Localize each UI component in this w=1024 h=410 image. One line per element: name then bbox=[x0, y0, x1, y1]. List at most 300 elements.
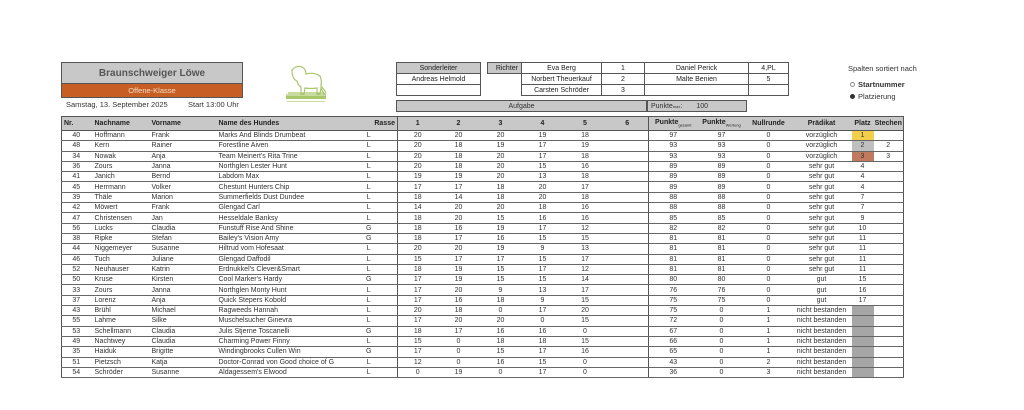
cell-aufgabe-1: 20 bbox=[398, 306, 438, 316]
sort-title: Spalten sortiert nach bbox=[848, 64, 917, 73]
cell-nachname: Brühl bbox=[91, 306, 148, 316]
cell-aufgabe-5: 17 bbox=[564, 254, 607, 264]
cell-aufgabe-6 bbox=[607, 285, 649, 295]
cell-stechen bbox=[874, 336, 904, 346]
cell-punkte-gesamt: 80 bbox=[649, 275, 698, 285]
cell-rasse: L bbox=[341, 203, 398, 213]
table-row bbox=[62, 172, 904, 182]
cell-aufgabe-4: 15 bbox=[522, 275, 564, 285]
cell-praedikat: sehr gut bbox=[792, 161, 852, 171]
cell-punkte-gesamt: 65 bbox=[649, 347, 698, 357]
cell-punkte-gesamt: 88 bbox=[649, 203, 698, 213]
cell-punkte-wertung: 0 bbox=[698, 357, 746, 367]
cell-praedikat: sehr gut bbox=[792, 203, 852, 213]
cell-nr: 46 bbox=[62, 254, 91, 264]
cell-aufgabe-5: 0 bbox=[564, 326, 607, 336]
cell-hund: Charming Power Finny bbox=[215, 336, 341, 346]
cell-punkte-wertung: 81 bbox=[698, 233, 746, 243]
cell-aufgabe-6 bbox=[607, 141, 649, 151]
cell-aufgabe-1: 20 bbox=[398, 131, 438, 141]
cell-aufgabe-4: 17 bbox=[522, 264, 564, 274]
cell-praedikat: nicht bestanden bbox=[792, 306, 852, 316]
cell-hund: Forestline Aiven bbox=[215, 141, 341, 151]
cell-punkte-gesamt: 81 bbox=[649, 254, 698, 264]
cell-hund: Aldagessem's Elwood bbox=[215, 367, 341, 377]
judge-number: 5 bbox=[749, 74, 789, 85]
cell-nullrunde: 1 bbox=[746, 316, 792, 326]
cell-aufgabe-5: 16 bbox=[564, 347, 607, 357]
cell-stechen bbox=[874, 244, 904, 254]
cell-hund: Labdom Max bbox=[215, 172, 341, 182]
cell-aufgabe-1: 14 bbox=[398, 203, 438, 213]
judge-number: 4,PL bbox=[749, 63, 789, 74]
cell-aufgabe-5: 15 bbox=[564, 316, 607, 326]
table-row bbox=[62, 264, 904, 274]
cell-aufgabe-1: 18 bbox=[398, 326, 438, 336]
col-punkte-gesamt: Punkte$_{gesamt}$ bbox=[649, 117, 698, 131]
table-row bbox=[62, 336, 904, 346]
cell-aufgabe-6 bbox=[607, 347, 649, 357]
richter-label: Richter bbox=[488, 63, 522, 74]
cell-punkte-wertung: 97 bbox=[698, 131, 746, 141]
cell-aufgabe-2: 17 bbox=[438, 326, 480, 336]
cell-nr: 35 bbox=[62, 347, 91, 357]
cell-rasse: G bbox=[341, 275, 398, 285]
cell-aufgabe-5: 18 bbox=[564, 131, 607, 141]
cell-platz: 7 bbox=[852, 192, 874, 202]
workingtest-lion-logo bbox=[278, 62, 334, 106]
cell-aufgabe-1: 20 bbox=[398, 151, 438, 161]
cell-praedikat: sehr gut bbox=[792, 192, 852, 202]
punkte-max bbox=[647, 100, 747, 112]
cell-aufgabe-1: 18 bbox=[398, 233, 438, 243]
cell-nr: 54 bbox=[62, 367, 91, 377]
cell-punkte-wertung: 89 bbox=[698, 172, 746, 182]
table-row bbox=[62, 347, 904, 357]
table-row bbox=[62, 192, 904, 202]
cell-aufgabe-4: 17 bbox=[522, 306, 564, 316]
cell-hund: Glengad Daffodil bbox=[215, 254, 341, 264]
table-row bbox=[62, 151, 904, 161]
cell-nr: 42 bbox=[62, 203, 91, 213]
cell-aufgabe-6 bbox=[607, 172, 649, 182]
cell-vorname: Frank bbox=[148, 203, 215, 213]
cell-aufgabe-2: 20 bbox=[438, 213, 480, 223]
cell-rasse: L bbox=[341, 254, 398, 264]
cell-nachname: Zours bbox=[91, 161, 148, 171]
cell-aufgabe-3: 18 bbox=[480, 336, 522, 346]
cell-rasse: L bbox=[341, 131, 398, 141]
cell-aufgabe-6 bbox=[607, 326, 649, 336]
col-punkte-wertung: Punkte$_{Wertung}$ bbox=[698, 117, 746, 131]
cell-aufgabe-2: 18 bbox=[438, 141, 480, 151]
cell-praedikat: sehr gut bbox=[792, 264, 852, 274]
cell-vorname: Janna bbox=[148, 285, 215, 295]
cell-aufgabe-6 bbox=[607, 295, 649, 305]
table-row bbox=[62, 203, 904, 213]
cell-rasse: L bbox=[341, 151, 398, 161]
cell-nachname: Zours bbox=[91, 285, 148, 295]
col-vorname: Vorname bbox=[148, 117, 215, 131]
cell-platz: 11 bbox=[852, 254, 874, 264]
cell-aufgabe-1: 20 bbox=[398, 161, 438, 171]
cell-nr: 49 bbox=[62, 336, 91, 346]
cell-rasse: L bbox=[341, 285, 398, 295]
cell-rasse: L bbox=[341, 161, 398, 171]
cell-nr: 44 bbox=[62, 244, 91, 254]
col-aufgabe-4: 4 bbox=[522, 117, 564, 131]
cell-aufgabe-6 bbox=[607, 131, 649, 141]
cell-praedikat: sehr gut bbox=[792, 233, 852, 243]
cell-punkte-wertung: 81 bbox=[698, 254, 746, 264]
cell-punkte-wertung: 82 bbox=[698, 223, 746, 233]
cell-vorname: Claudia bbox=[148, 326, 215, 336]
cell-stechen bbox=[874, 347, 904, 357]
cell-aufgabe-4: 17 bbox=[522, 141, 564, 151]
cell-nachname: Thäle bbox=[91, 192, 148, 202]
col-nachname: Nachname bbox=[91, 117, 148, 131]
cell-aufgabe-1: 20 bbox=[398, 141, 438, 151]
cell-platz bbox=[852, 316, 874, 326]
cell-hund: Northglen Monty Hunt bbox=[215, 285, 341, 295]
cell-nullrunde: 0 bbox=[746, 264, 792, 274]
cell-nullrunde: 2 bbox=[746, 357, 792, 367]
cell-hund: Muschelsucher Ginevra bbox=[215, 316, 341, 326]
table-row bbox=[62, 182, 904, 192]
cell-nachname: Haiduk bbox=[91, 347, 148, 357]
radio-icon[interactable] bbox=[850, 82, 855, 87]
cell-stechen bbox=[874, 316, 904, 326]
punkte-max-suffix: : bbox=[680, 102, 683, 110]
cell-aufgabe-4: 15 bbox=[522, 254, 564, 264]
cell-aufgabe-4: 15 bbox=[522, 357, 564, 367]
cell-aufgabe-5: 16 bbox=[564, 213, 607, 223]
cell-platz: 4 bbox=[852, 161, 874, 171]
col-aufgabe-1: 1 bbox=[398, 117, 438, 131]
cell-aufgabe-1: 17 bbox=[398, 347, 438, 357]
cell-nullrunde: 1 bbox=[746, 347, 792, 357]
cell-rasse: G bbox=[341, 326, 398, 336]
cell-aufgabe-2: 0 bbox=[438, 347, 480, 357]
cell-praedikat: vorzüglich bbox=[792, 141, 852, 151]
cell-stechen bbox=[874, 326, 904, 336]
cell-aufgabe-3: 20 bbox=[480, 151, 522, 161]
cell-aufgabe-1: 18 bbox=[398, 264, 438, 274]
cell-praedikat: nicht bestanden bbox=[792, 336, 852, 346]
cell-vorname: Janna bbox=[148, 161, 215, 171]
cell-praedikat: vorzüglich bbox=[792, 151, 852, 161]
cell-aufgabe-3: 19 bbox=[480, 244, 522, 254]
cell-hund: Funstuff Rise And Shine bbox=[215, 223, 341, 233]
cell-praedikat: sehr gut bbox=[792, 172, 852, 182]
cell-vorname: Brigitte bbox=[148, 347, 215, 357]
aufgabe-header: Aufgabe bbox=[396, 100, 647, 112]
cell-nullrunde: 1 bbox=[746, 326, 792, 336]
cell-rasse: L bbox=[341, 367, 398, 377]
cell-nullrunde: 1 bbox=[746, 306, 792, 316]
cell-nr: 48 bbox=[62, 141, 91, 151]
cell-aufgabe-1: 20 bbox=[398, 244, 438, 254]
cell-aufgabe-4: 16 bbox=[522, 326, 564, 336]
sort-option-startnummer[interactable] bbox=[850, 80, 905, 89]
cell-hund: Quick Stepers Kobold bbox=[215, 295, 341, 305]
col-aufgabe-6: 6 bbox=[607, 117, 649, 131]
cell-punkte-wertung: 89 bbox=[698, 182, 746, 192]
cell-vorname: Stefan bbox=[148, 233, 215, 243]
cell-stechen bbox=[874, 223, 904, 233]
cell-aufgabe-1: 17 bbox=[398, 285, 438, 295]
table-row bbox=[62, 306, 904, 316]
cell-aufgabe-5: 16 bbox=[564, 203, 607, 213]
cell-stechen bbox=[874, 161, 904, 171]
cell-praedikat: gut bbox=[792, 285, 852, 295]
cell-nr: 51 bbox=[62, 357, 91, 367]
col-nullrunde: Nullrunde bbox=[746, 117, 792, 131]
col-nr: Nr. bbox=[62, 117, 91, 131]
cell-praedikat: nicht bestanden bbox=[792, 316, 852, 326]
cell-nachname: Lahme bbox=[91, 316, 148, 326]
cell-nr: 33 bbox=[62, 285, 91, 295]
cell-platz: 11 bbox=[852, 233, 874, 243]
cell-aufgabe-4: 18 bbox=[522, 336, 564, 346]
cell-punkte-wertung: 88 bbox=[698, 192, 746, 202]
cell-aufgabe-6 bbox=[607, 223, 649, 233]
sonderleiter-name: Andreas Helmold bbox=[397, 74, 481, 85]
judge-number: 2 bbox=[602, 74, 645, 85]
cell-aufgabe-2: 20 bbox=[438, 316, 480, 326]
cell-platz: 4 bbox=[852, 172, 874, 182]
cell-platz: 2 bbox=[852, 141, 874, 151]
cell-vorname: Juliane bbox=[148, 254, 215, 264]
cell-hund: Hiltrud vom Hofesaat bbox=[215, 244, 341, 254]
cell-nachname: Schellmann bbox=[91, 326, 148, 336]
cell-stechen bbox=[874, 254, 904, 264]
cell-aufgabe-3: 18 bbox=[480, 182, 522, 192]
col-hund: Name des Hundes bbox=[215, 117, 341, 131]
cell-punkte-gesamt: 76 bbox=[649, 285, 698, 295]
cell-rasse: G bbox=[341, 233, 398, 243]
cell-aufgabe-3: 20 bbox=[480, 316, 522, 326]
cell-rasse: G bbox=[341, 347, 398, 357]
table-row bbox=[62, 131, 904, 141]
cell-vorname: Rainer bbox=[148, 141, 215, 151]
cell-nr: 38 bbox=[62, 233, 91, 243]
cell-aufgabe-3: 20 bbox=[480, 161, 522, 171]
cell-nachname: Pietzsch bbox=[91, 357, 148, 367]
table-row bbox=[62, 316, 904, 326]
cell-punkte-gesamt: 36 bbox=[649, 367, 698, 377]
cell-aufgabe-4: 18 bbox=[522, 203, 564, 213]
cell-punkte-gesamt: 81 bbox=[649, 233, 698, 243]
cell-aufgabe-2: 17 bbox=[438, 182, 480, 192]
cell-aufgabe-4: 17 bbox=[522, 347, 564, 357]
col-aufgabe-5: 5 bbox=[564, 117, 607, 131]
cell-platz: 11 bbox=[852, 244, 874, 254]
cell-nr: 52 bbox=[62, 264, 91, 274]
cell-praedikat: nicht bestanden bbox=[792, 367, 852, 377]
cell-nullrunde: 0 bbox=[746, 203, 792, 213]
table-row bbox=[62, 367, 904, 377]
cell-aufgabe-6 bbox=[607, 316, 649, 326]
cell-punkte-wertung: 0 bbox=[698, 336, 746, 346]
cell-platz: 11 bbox=[852, 264, 874, 274]
cell-nullrunde: 0 bbox=[746, 285, 792, 295]
event-date: Samstag, 13. September 2025 bbox=[66, 100, 168, 109]
cell-nullrunde: 0 bbox=[746, 275, 792, 285]
cell-aufgabe-1: 12 bbox=[398, 357, 438, 367]
cell-nullrunde: 0 bbox=[746, 223, 792, 233]
cell-nr: 34 bbox=[62, 151, 91, 161]
radio-selected-icon[interactable] bbox=[850, 94, 855, 99]
cell-punkte-gesamt: 81 bbox=[649, 264, 698, 274]
cell-nachname: Christensen bbox=[91, 213, 148, 223]
cell-aufgabe-2: 20 bbox=[438, 131, 480, 141]
cell-aufgabe-6 bbox=[607, 213, 649, 223]
sort-option-platzierung[interactable] bbox=[850, 92, 896, 101]
cell-punkte-gesamt: 72 bbox=[649, 316, 698, 326]
judge-name: Eva Berg bbox=[522, 63, 602, 74]
cell-nachname: Möwert bbox=[91, 203, 148, 213]
cell-aufgabe-4: 9 bbox=[522, 244, 564, 254]
cell-nr: 53 bbox=[62, 326, 91, 336]
cell-nachname: Tuch bbox=[91, 254, 148, 264]
cell-aufgabe-3: 15 bbox=[480, 275, 522, 285]
cell-aufgabe-1: 15 bbox=[398, 336, 438, 346]
punkte-max-sub: max bbox=[672, 103, 681, 109]
cell-nr: 50 bbox=[62, 275, 91, 285]
cell-praedikat: sehr gut bbox=[792, 182, 852, 192]
cell-hund: Team Meinert's Rita Trine bbox=[215, 151, 341, 161]
cell-vorname: Bernd bbox=[148, 172, 215, 182]
cell-nullrunde: 0 bbox=[746, 161, 792, 171]
cell-punkte-gesamt: 85 bbox=[649, 213, 698, 223]
cell-punkte-wertung: 88 bbox=[698, 203, 746, 213]
cell-aufgabe-6 bbox=[607, 192, 649, 202]
cell-hund: Summerfields Dust Dundee bbox=[215, 192, 341, 202]
header-row bbox=[62, 117, 904, 131]
col-platz: Platz bbox=[852, 117, 874, 131]
cell-nachname: Kern bbox=[91, 141, 148, 151]
cell-aufgabe-3: 0 bbox=[480, 306, 522, 316]
cell-nullrunde: 1 bbox=[746, 336, 792, 346]
cell-aufgabe-3: 16 bbox=[480, 233, 522, 243]
cell-aufgabe-5: 14 bbox=[564, 275, 607, 285]
cell-stechen bbox=[874, 172, 904, 182]
cell-rasse: L bbox=[341, 172, 398, 182]
cell-punkte-gesamt: 67 bbox=[649, 326, 698, 336]
cell-punkte-wertung: 0 bbox=[698, 367, 746, 377]
cell-vorname: Anja bbox=[148, 295, 215, 305]
cell-praedikat: sehr gut bbox=[792, 213, 852, 223]
cell-aufgabe-4: 19 bbox=[522, 131, 564, 141]
cell-hund: Erdnukkel's Clever&Smart bbox=[215, 264, 341, 274]
cell-aufgabe-5: 20 bbox=[564, 306, 607, 316]
cell-aufgabe-6 bbox=[607, 264, 649, 274]
cell-aufgabe-5: 15 bbox=[564, 233, 607, 243]
cell-nullrunde: 0 bbox=[746, 254, 792, 264]
cell-aufgabe-5: 13 bbox=[564, 244, 607, 254]
cell-punkte-wertung: 75 bbox=[698, 295, 746, 305]
cell-aufgabe-6 bbox=[607, 357, 649, 367]
cell-vorname: Katrin bbox=[148, 264, 215, 274]
cell-aufgabe-2: 18 bbox=[438, 161, 480, 171]
cell-stechen bbox=[874, 233, 904, 243]
cell-aufgabe-4: 17 bbox=[522, 367, 564, 377]
sort-option-label: Platzierung bbox=[858, 92, 896, 101]
cell-nullrunde: 0 bbox=[746, 244, 792, 254]
cell-aufgabe-1: 17 bbox=[398, 316, 438, 326]
cell-aufgabe-1: 19 bbox=[398, 172, 438, 182]
sonderleiter-label: Sonderleiter bbox=[397, 63, 481, 74]
cell-nullrunde: 0 bbox=[746, 213, 792, 223]
cell-punkte-wertung: 80 bbox=[698, 275, 746, 285]
cell-aufgabe-4: 9 bbox=[522, 295, 564, 305]
cell-hund: Marks And Blinds Drumbeat bbox=[215, 131, 341, 141]
cell-rasse: L bbox=[341, 306, 398, 316]
cell-aufgabe-1: 15 bbox=[398, 254, 438, 264]
cell-nr: 40 bbox=[62, 131, 91, 141]
cell-aufgabe-3: 15 bbox=[480, 213, 522, 223]
cell-nr: 55 bbox=[62, 316, 91, 326]
cell-aufgabe-2: 19 bbox=[438, 275, 480, 285]
cell-nullrunde: 0 bbox=[746, 151, 792, 161]
table-row bbox=[62, 275, 904, 285]
cell-aufgabe-3: 20 bbox=[480, 203, 522, 213]
cell-aufgabe-3: 19 bbox=[480, 141, 522, 151]
cell-punkte-gesamt: 97 bbox=[649, 131, 698, 141]
cell-rasse: L bbox=[341, 357, 398, 367]
cell-aufgabe-2: 20 bbox=[438, 244, 480, 254]
cell-stechen bbox=[874, 295, 904, 305]
cell-stechen bbox=[874, 367, 904, 377]
cell-vorname: Volker bbox=[148, 182, 215, 192]
cell-punkte-wertung: 0 bbox=[698, 326, 746, 336]
table-row bbox=[62, 141, 904, 151]
table-row bbox=[62, 223, 904, 233]
cell-aufgabe-3: 18 bbox=[480, 192, 522, 202]
cell-aufgabe-2: 0 bbox=[438, 336, 480, 346]
cell-nr: 36 bbox=[62, 161, 91, 171]
empty-cell bbox=[645, 85, 749, 96]
cell-punkte-gesamt: 88 bbox=[649, 192, 698, 202]
cell-punkte-gesamt: 66 bbox=[649, 336, 698, 346]
cell-hund: Cool Marker's Hardy bbox=[215, 275, 341, 285]
cell-nachname: Nachtwey bbox=[91, 336, 148, 346]
cell-nullrunde: 0 bbox=[746, 295, 792, 305]
cell-praedikat: gut bbox=[792, 295, 852, 305]
cell-aufgabe-1: 0 bbox=[398, 367, 438, 377]
cell-praedikat: sehr gut bbox=[792, 223, 852, 233]
col-aufgabe-3: 3 bbox=[480, 117, 522, 131]
cell-punkte-gesamt: 43 bbox=[649, 357, 698, 367]
cell-vorname: Anja bbox=[148, 151, 215, 161]
cell-aufgabe-2: 20 bbox=[438, 203, 480, 213]
cell-aufgabe-2: 17 bbox=[438, 233, 480, 243]
cell-hund: Hesseldale Banksy bbox=[215, 213, 341, 223]
cell-punkte-wertung: 93 bbox=[698, 141, 746, 151]
judge-name: Malte Benien bbox=[645, 74, 749, 85]
cell-aufgabe-1: 17 bbox=[398, 295, 438, 305]
judge-number: 1 bbox=[602, 63, 645, 74]
cell-aufgabe-6 bbox=[607, 233, 649, 243]
cell-vorname: Claudia bbox=[148, 336, 215, 346]
cell-punkte-gesamt: 81 bbox=[649, 244, 698, 254]
col-aufgabe-2: 2 bbox=[438, 117, 480, 131]
cell-nachname: Ripke bbox=[91, 233, 148, 243]
cell-platz: 3 bbox=[852, 151, 874, 161]
cell-stechen bbox=[874, 192, 904, 202]
cell-punkte-wertung: 93 bbox=[698, 151, 746, 161]
